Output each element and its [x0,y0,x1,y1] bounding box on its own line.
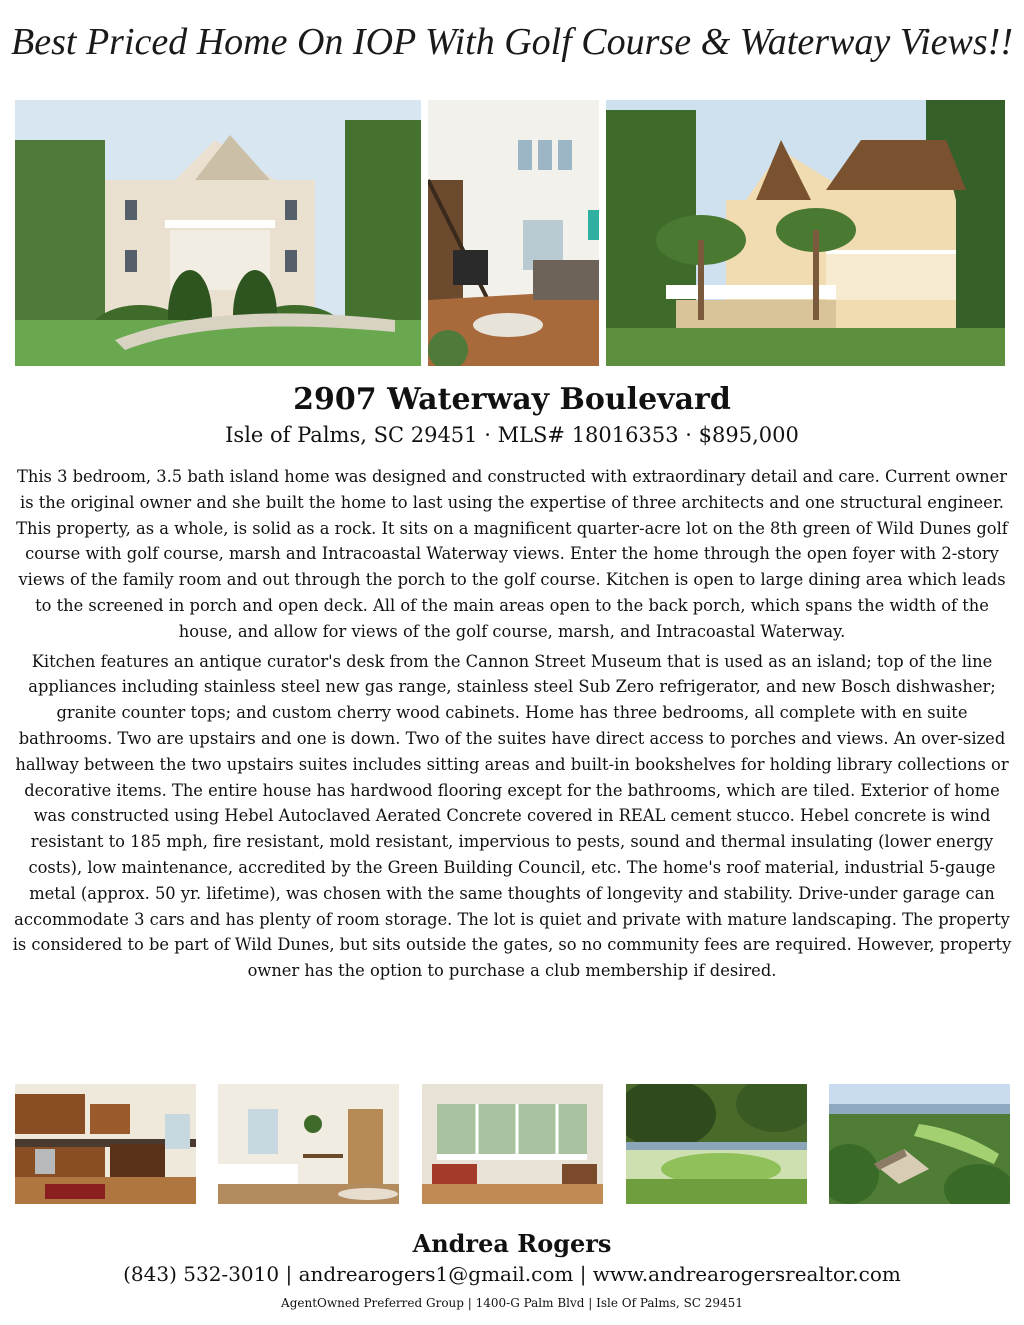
listing-city: Isle of Palms, SC 29451 [225,423,478,447]
flyer-headline: Best Priced Home On IOP With Golf Course & Waterway Views!! [11,21,1013,63]
aerial-view-photo [829,1084,1010,1204]
brokerage-line: AgentOwned Preferred Group | 1400-G Palm Blvd | Isle Of Palms, SC 29451 [281,1296,743,1310]
agent-email-link[interactable]: andrearogers1@gmail.com [298,1262,574,1286]
listing-subline [0,420,1024,450]
agent-contact [0,1260,1024,1288]
separator-dot: · [685,423,692,447]
golf-course-photo [626,1084,807,1204]
listing-price: $895,000 [698,423,799,447]
listing-title-block [0,380,1024,450]
agent-phone[interactable]: (843) 532-3010 [123,1262,280,1286]
listing-description [10,464,1014,988]
agent-website-link[interactable]: www.andrearogersrealtor.com [592,1262,901,1286]
screened-porch-photo [422,1084,603,1204]
agent-block [0,1228,1024,1316]
house-front-photo [15,100,421,366]
contact-divider: | [579,1262,587,1286]
description-paragraph: Kitchen features an antique curator's desk from the Cannon Street Museum that is used as an island; top of the line appliances including stainless steel new gas range, stainless steel Sub Zero refrigerator, and new Bosch dishwasher; granite counter tops; and custom cherry wood cabinets. Home has three bedrooms, all complete with en suite bathrooms. Two are upstairs and one is down. Two of the suites have direct access to porches and views. An over-sized hallway between the two upstairs suites includes sitting areas and built-in bookshelves for holding library collections or decorative items. The entire house has hardwood flooring except for the bathrooms, which are tiled. Exterior of home was constructed using Hebel Autoclaved Aerated Concrete covered in REAL cement stucco. Hebel concrete is wind resistant to 185 mph, fire resistant, mold resistant, impervious to pests, sound and thermal insulating (lower energy costs), low maintenance, accredited by the Green Building Council, etc. The home's roof material, industrial 5-gauge metal (approx. 50 yr. lifetime), was chosen with the same thoughts of longevity and stability. Drive-under garage can accommodate 3 cars and has plenty of room storage. The lot is quiet and private with mature landscaping. The property is considered to be part of Wild Dunes, but sits outside the gates, so no community fees are required. However, property owner has the option to purchase a club membership if desired. [12,651,1012,981]
separator-dot: · [484,423,491,447]
listing-mls: MLS# 18016353 [497,423,679,447]
listing-address: 2907 Waterway Boulevard [293,382,731,417]
bedroom-photo [218,1084,399,1204]
contact-divider: | [285,1262,293,1286]
living-room-photo [428,100,599,366]
description-paragraph: This 3 bedroom, 3.5 bath island home was designed and constructed with extraordinary detail and care. Current owner is the original owner and she built the home to last using the expertise of three architects and one structural engineer. This property, as a whole, is solid as a rock. It sits on a magnificent quarter-acre lot on the 8th green of Wild Dunes golf course with golf course, marsh and Intracoastal Waterway views. Enter the home through the open foyer with 2-story views of the family room and out through the porch to the golf course. Kitchen is open to large dining area which leads to the screened in porch and open deck. All of the main areas open to the back porch, which spans the width of the house, and allow for views of the golf course, marsh, and Intracoastal Waterway. [16,467,1008,641]
agent-name: Andrea Rogers [412,1229,612,1258]
kitchen-photo [15,1084,196,1204]
house-rear-photo [606,100,1005,366]
